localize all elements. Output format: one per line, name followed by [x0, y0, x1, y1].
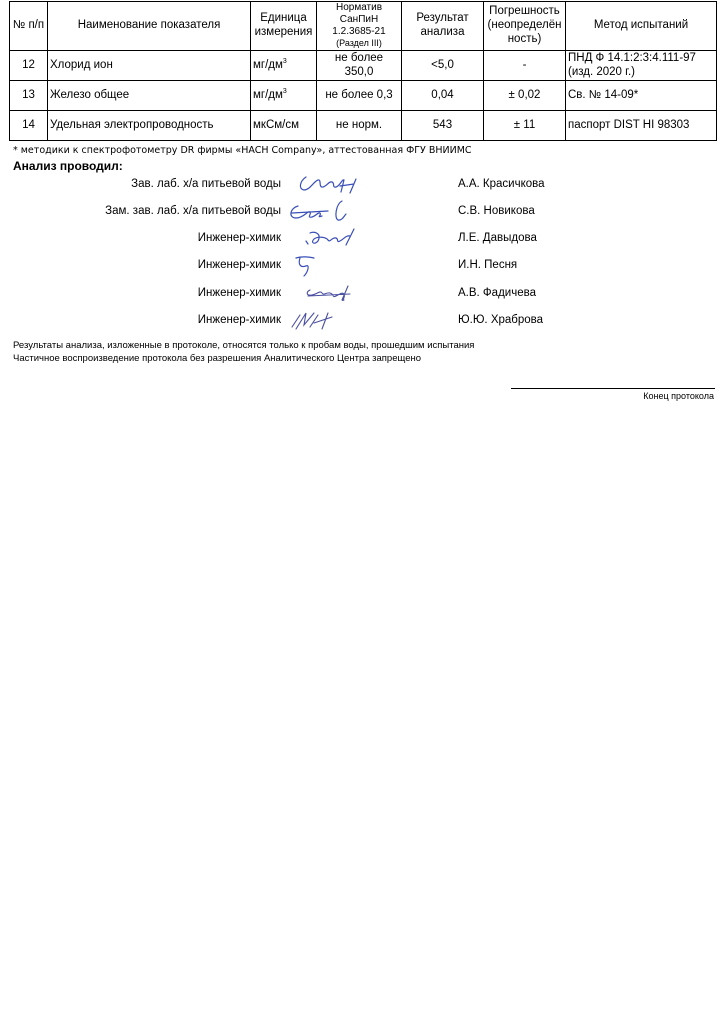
row-name: Железо общее [48, 81, 251, 111]
results-table [9, 1, 717, 141]
header-result: Результат анализа [402, 2, 484, 51]
table-row [10, 111, 717, 141]
signer-row [0, 256, 724, 278]
signer-name: А.А. Красичкова [458, 178, 545, 190]
methods-footnote: * методики к спектрофотометру DR фирмы «HACH Company», аттестованная ФГУ ВНИИМС [13, 145, 472, 156]
row-error: ± 11 [484, 111, 566, 141]
row-unit: $мг/дм^3$ [251, 81, 317, 111]
table-row [10, 51, 717, 81]
signer-role: Зам. зав. лаб. х/а питьевой воды [105, 205, 281, 217]
row-method: ПНД Ф 14.1:2:3:4.111-97 (изд. 2020 г.) [566, 51, 717, 81]
header-name: Наименование показателя [48, 2, 251, 51]
signer-name: А.В. Фадичева [458, 287, 536, 299]
signer-role: Инженер-химик [197, 232, 281, 244]
signature-mark [284, 225, 364, 251]
signature-mark [284, 307, 364, 333]
end-of-protocol: Конец протокола [643, 391, 714, 401]
signature-mark [284, 252, 364, 278]
row-norm: не более 0,3 [317, 81, 402, 111]
signer-row [0, 202, 724, 224]
analysis-title: Анализ проводил: [13, 159, 123, 173]
signer-role: Инженер-химик [197, 314, 281, 326]
signer-name: С.В. Новикова [458, 205, 535, 217]
row-unit: $мг/дм^3$ [251, 51, 317, 81]
header-norm: Норматив СанПиН 1.2.3685-21 (Раздел III) [317, 2, 402, 51]
signature-mark [284, 198, 364, 224]
signer-role: Инженер-химик [197, 259, 281, 271]
row-result: <5,0 [402, 51, 484, 81]
disclaimer-line-1: Результаты анализа, изложенные в протоколе, относятся только к пробам воды, прошедшим испытания [13, 340, 475, 351]
signer-row [0, 311, 724, 333]
signature-mark [284, 171, 364, 197]
signer-row [0, 284, 724, 306]
row-result: 543 [402, 111, 484, 141]
header-method: Метод испытаний [566, 2, 717, 51]
disclaimer-line-2: Частичное воспроизведение протокола без разрешения Аналитического Центра запрещено [13, 353, 422, 364]
signer-role: Инженер-химик [197, 287, 281, 299]
header-error: Погрешность (неопределён ность) [484, 2, 566, 51]
row-method: паспорт DIST HI 98303 [566, 111, 717, 141]
signer-name: Ю.Ю. Храброва [458, 314, 544, 326]
row-num: 12 [10, 51, 48, 81]
signer-row [0, 229, 724, 251]
row-method: Св. № 14-09* [566, 81, 717, 111]
header-unit: Единица измерения [251, 2, 317, 51]
row-num: 14 [10, 111, 48, 141]
row-name: Удельная электропроводность [48, 111, 251, 141]
signature-mark [284, 280, 364, 306]
signer-name: И.Н. Песня [458, 259, 518, 271]
row-norm: не норм. [317, 111, 402, 141]
row-norm: не более 350,0 [317, 51, 402, 81]
row-unit: мкСм/см [251, 111, 317, 141]
table-header-row [10, 2, 717, 51]
signer-role: Зав. лаб. х/а питьевой воды [131, 178, 281, 190]
signer-name: Л.Е. Давыдова [458, 232, 537, 244]
row-name: Хлорид ион [48, 51, 251, 81]
row-error: ± 0,02 [484, 81, 566, 111]
header-num: № п/п [10, 2, 48, 51]
row-result: 0,04 [402, 81, 484, 111]
end-divider [511, 388, 715, 389]
row-error: - [484, 51, 566, 81]
row-num: 13 [10, 81, 48, 111]
signer-row [0, 175, 724, 197]
table-row [10, 81, 717, 111]
